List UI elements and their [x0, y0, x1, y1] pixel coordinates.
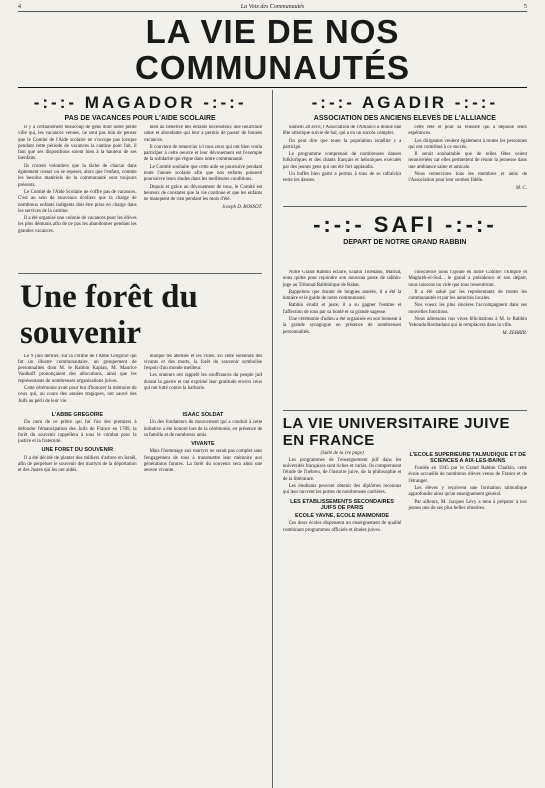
paragraph: Du nom de ce prêtre qui fut l'un des premiers à défendre l'émancipation des Juifs de France en 1789, la forêt du souvenir rappellera à tous le combat pour la justice et la fraternité. — [18, 420, 137, 445]
paragraph: Le programme comprenait de nombreuses danses folkloriques et des chants français et hébraïques exécutés par des jeunes gens qui ont été fort applaudis. — [283, 152, 402, 171]
paragraph: Les programmes de l'enseignement juif dans les universités françaises sont riches et variés. Ils comprennent l'étude de l'hébreu, de l'histoire juive, de la philosophie et de la littérature. — [283, 458, 402, 483]
paragraph: Il a été organisé une colonie de vacances pour les élèves les plus démunis afin de ne pas les abandonner pendant les grandes vacances. — [18, 216, 137, 235]
paragraph: Il a été décidé de planter des milliers d'arbres en Israël, afin de perpétuer le souvenir des martyrs de la déportation et des Justes qui les ont aidés. — [18, 456, 137, 475]
magador-signature: Joseph D. BOSSOT. — [144, 205, 263, 211]
paragraph: Il a été salué par les représentants de toutes les communautés et par les autorités locales. — [408, 290, 527, 303]
magador-col2 — [144, 125, 263, 270]
paragraph: Nous remercions tous les membres et amis de l'Association pour leur soutien fidèle. — [408, 172, 527, 185]
magador-article — [18, 90, 262, 270]
paragraph: Samedi 28 avril, l'Association de l'Alliance a donné une fête artistique suivie de bal, qui a eu un succès complet. — [283, 125, 402, 138]
agadir-col2 — [408, 125, 527, 203]
paragraph: Un des fondateurs du mouvement qui a conduit à cette initiative a été honoré lors de la cérémonie, en présence de sa famille et de nombreux amis. — [144, 420, 263, 439]
paragraph: Le Comité souhaite que cette aide se poursuive pendant toute l'année scolaire afin que nos enfants puissent poursuivre leurs études dans les meilleures conditions. — [144, 165, 263, 184]
paragraph: Rappelons que durant de longues années, il a été la lumière et le guide de notre communauté. — [283, 290, 402, 303]
foret-subhead: L'ABBE GREGOIRE — [18, 412, 137, 418]
foret-title: Une forêt du souvenir — [20, 279, 262, 351]
foret-intro-col1 — [18, 354, 137, 411]
paragraph: Les élèves y reçoivent une formation talmudique approfondie ainsi qu'un enseignement général. — [408, 486, 527, 499]
page-number-left: 4 — [18, 4, 21, 10]
magador-subtitle: PAS DE VACANCES POUR L'AIDE SCOLAIRE — [18, 115, 262, 122]
paragraph: Cette cérémonie avait pour but d'honorer la mémoire de ceux qui, au cours des années tragiques, ont sauvé des Juifs au péril de leur vie. — [18, 386, 137, 405]
foret-intro-col2 — [144, 354, 263, 411]
vie-title: LA VIE UNIVERSITAIRE JUIVE EN FRANCE — [283, 415, 527, 449]
paragraph: bien au bénéfice des enfants nécessiteux une nourriture saine et abondante qui leur a permis de passer de bonnes vacances. — [144, 125, 263, 144]
paragraph: Mais l'hommage aux martyrs ne serait pas complet sans l'engagement de tous à transmettre leur mémoire aux générations futures. La forêt du souvenir sera ainsi une oeuvre vivante. — [144, 449, 263, 474]
agadir-col1 — [283, 125, 402, 203]
paragraph: Nous adressons nos vives félicitations à M. le Rabbin Yehouda Bouhadana qui le remplacera dans la ville. — [408, 317, 527, 330]
publication-name: La Voix des Communautés — [241, 4, 305, 10]
column-divider — [272, 90, 273, 270]
bottom-row — [18, 410, 527, 788]
foret-subhead: VIVANTE — [144, 441, 263, 447]
paragraph: cette fête et pour sa réussite qui a dépassé leurs espérances. — [408, 125, 527, 138]
divider — [283, 206, 527, 207]
paragraph: Les étudiants peuvent obtenir des diplômes reconnus qui leur ouvrent les portes de nombreuses carrières. — [283, 484, 402, 497]
divider — [18, 273, 262, 274]
safi-subtitle: DEPART DE NOTRE GRAND RABBIN — [283, 239, 527, 246]
safi-col1 — [283, 270, 402, 410]
column-divider — [272, 270, 273, 410]
safi-title: -:-:- SAFI -:-:- — [283, 213, 527, 237]
paragraph: Le 9 juin dernier, sur la colline de l'Abbé Grégoire qui fut un illustre communautaire, un groupement de personnalités dont M. le Rabbin Kaplan, M. Maurice Vanikoff prononçaient des allocutions, ainsi que les représentants de nombreuses organisations juives. — [18, 354, 137, 385]
foret-col2 — [144, 410, 263, 788]
paragraph: Un buffet bien garni a permis à tous de se rafraîchir entre les danses. — [283, 172, 402, 185]
vie-subhead: ECOLE YAVNE, ECOLE MAIMONIDE — [283, 513, 402, 519]
running-header — [18, 4, 527, 12]
paragraph: Il serait souhaitable que de telles fêtes soient renouvelées car elles permettent de réunir la jeunesse dans une ambiance saine et amicale. — [408, 152, 527, 171]
magador-col1 — [18, 125, 137, 270]
paragraph: Depuis et grâce au dévouement de tous, le Comité est heureux de constater que la vie continue et que les enfants ne manquent de rien pendant les mois d'été. — [144, 185, 263, 204]
middle-row — [18, 270, 527, 410]
vie-subhead: L'ECOLE SUPERIEURE TALMUDIQUE ET DE SCIENCES A AIX-LES-BAINS — [408, 452, 527, 465]
safi-body — [283, 270, 527, 410]
safi-col2 — [408, 270, 527, 410]
foret-subhead: ISAAC SOLDAT — [144, 412, 263, 418]
paragraph: Les orateurs ont rappelé les souffrances du peuple juif durant la guerre et ont exprimé leur gratitude envers ceux qui ont lutté contre la barbarie. — [144, 373, 263, 392]
paragraph: Par ailleurs, M. Jacques Lévy a tenu à préparer à nos jeunes une de ses plus belles réussites. — [408, 500, 527, 513]
paragraph: conscience nous l'ajoute en notre Comité: l'Empire et Maghreb-el-Sud... le grand a présidence et son départ, nous laissons un vide que tous ressentiront. — [408, 270, 527, 289]
vie-col2 — [408, 450, 527, 788]
magador-title: -:-:- MAGADOR -:-:- — [18, 93, 262, 113]
foret-col1 — [18, 410, 137, 788]
paragraph: Une cérémonie d'adieu a été organisée en son honneur à la grande synagogue en présence de nombreuses personnalités. — [283, 317, 402, 336]
paragraph: Ils croient volontiers que la tâche de chacun dans également cesser ou se reposer, alors que l'enfant, comme les besoins matériels de la communauté sont toujours présents. — [18, 164, 137, 189]
vie-col1 — [283, 450, 402, 788]
paragraph: marque les abeilles et les villes. En cette solennité des vivants et des morts, la forêt du souvenir symbolise l'espoir d'un monde meilleur. — [144, 354, 263, 373]
top-row — [18, 90, 527, 270]
safi-signature: M. ZEBRIR. — [408, 331, 527, 337]
section-masthead: LA VIE DE NOS COMMUNAUTÉS — [18, 14, 527, 88]
paragraph: Rabbin érudit et juste, il a su gagner l'estime et l'affection de tous par sa bonté et sa grande sagesse. — [283, 303, 402, 316]
paragraph: Les dirigeants veulent également à toutes les personnes qui ont contribué à ce succès. — [408, 139, 527, 152]
paragraph: Il y a certainement beaucoup de gens dont notre petite ville qui, les vacances venues, ne sont pas loin de penser que le Comité de l'Aide scolaire ne s'occupe pas lorsque pendant cette période de vacances la cantine pour fait, il faut que ses dispositions soient bien à la hauteur de ses bienfaits. — [18, 125, 137, 163]
vie-article — [283, 410, 527, 788]
divider — [283, 410, 527, 411]
paragraph: Notre Grand Rabbin éclairé, Eliahu Tolédano, Marnat, nous quitte pour rejoindre son nouveau poste de rabbin-juge au Tribunal Rabbinique de Rabat. — [283, 270, 402, 289]
paragraph: Le Comité de l'Aide Scolaire ne s'offre pas de vacances. C'est au sein de nouveaux écoliers que la charge de nombreux enfants indigents doit être prise en charge dans les services de la cantine. — [18, 190, 137, 215]
paragraph: On peut dire que toute la population israélite y a participé. — [283, 139, 402, 152]
foret-body — [18, 410, 262, 788]
agadir-signature: M. C. — [408, 186, 527, 192]
foret-subhead: UNE FORET DU SOUVENIR — [18, 447, 137, 453]
page-number-right: 5 — [524, 4, 527, 10]
agadir-safi-column — [283, 90, 527, 270]
agadir-subtitle: ASSOCIATION DES ANCIENS ELEVES DE L'ALLIANCE — [283, 115, 527, 122]
vie-subtitle: (Suite de la 1re page) — [283, 451, 402, 457]
paragraph: Fondée en 1945 par le Grand Rabbin Chaïkin, cette école accueille de nombreux élèves venus de France et de l'étranger. — [408, 466, 527, 485]
paragraph: Il convient de remercier ici tous ceux qui ont bien voulu participer à cette oeuvre et leur dévouement est l'exemple de la solidarité qui règne dans notre communauté. — [144, 145, 263, 164]
paragraph: Nos voeux les plus sincères l'accompagnent dans ses nouvelles fonctions. — [408, 303, 527, 316]
agadir-title: -:-:- AGADIR -:-:- — [283, 93, 527, 113]
paragraph: Ces deux écoles dispensent un enseignement de qualité combinant programmes officiels et études juives. — [283, 521, 402, 534]
vie-subhead: LES ETABLISSEMENTS SECONDAIRES JUIFS DE PARIS — [283, 499, 402, 512]
column-divider — [272, 410, 273, 788]
foret-title-block — [18, 270, 262, 410]
